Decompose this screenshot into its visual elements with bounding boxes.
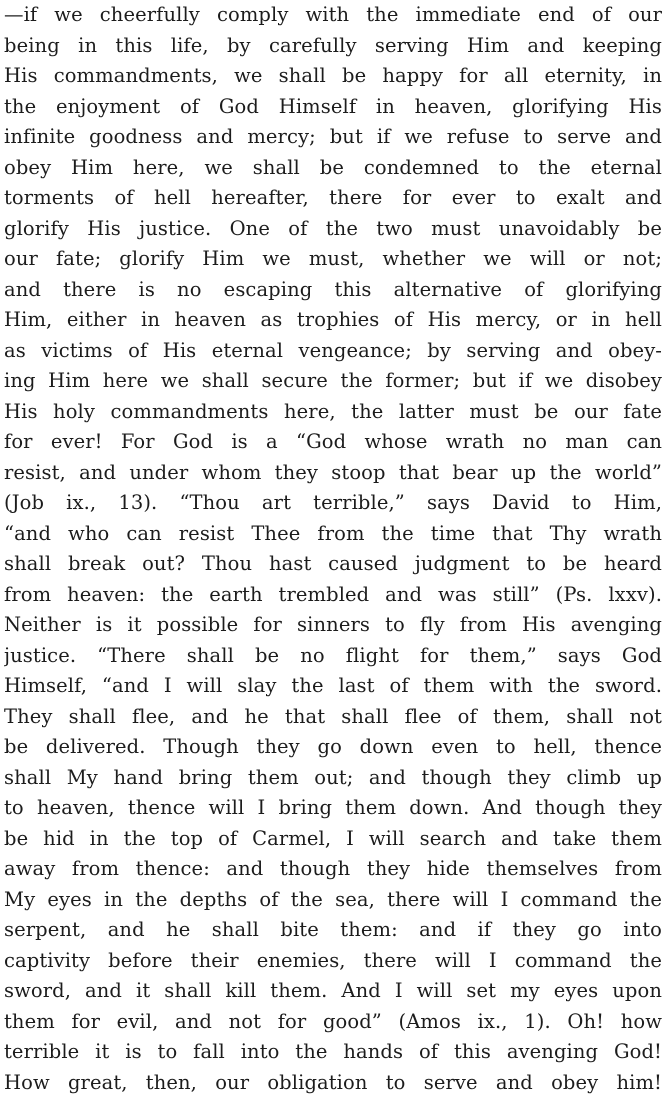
text-line: Himself, “and I will slay the last of them with the sword. [4,671,662,702]
text-line: sword, and it shall kill them. And I will set my eyes upon [4,976,662,1007]
text-line: terrible it is to fall into the hands of this avenging God! [4,1037,662,1068]
text-line: shall break out? Thou hast caused judgment to be heard [4,549,662,580]
text-line: captivity before their enemies, there will I command the [4,946,662,977]
text-line: for ever! For God is a “God whose wrath no man can [4,427,662,458]
text-line: away from thence: and though they hide themselves from [4,854,662,885]
text-line: as victims of His eternal vengeance; by serving and obey- [4,336,662,367]
text-line: be hid in the top of Carmel, I will search and take them [4,824,662,855]
text-line: They shall flee, and he that shall flee of them, shall not [4,702,662,733]
text-line: Neither is it possible for sinners to fly from His avenging [4,610,662,641]
text-line: resist, and under whom they stoop that bear up the world” [4,458,662,489]
text-line: torments of hell hereafter, there for ever to exalt and [4,183,662,214]
text-line: justice. “There shall be no flight for them,” says God [4,641,662,672]
text-line: be delivered. Though they go down even to hell, thence [4,732,662,763]
text-line: (Job ix., 13). “Thou art terrible,” says David to Him, [4,488,662,519]
text-line: them for evil, and not for good” (Amos ix., 1). Oh! how [4,1007,662,1038]
text-line: His holy commandments here, the latter must be our fate [4,397,662,428]
text-line: My eyes in the depths of the sea, there will I command the [4,885,662,916]
text-line: and there is no escaping this alternative of glorifying [4,275,662,306]
text-line: obey Him here, we shall be condemned to the eternal [4,153,662,184]
text-line: glorify His justice. One of the two must unavoidably be [4,214,662,245]
text-line: to heaven, thence will I bring them down. And though they [4,793,662,824]
text-line: His commandments, we shall be happy for all eternity, in [4,61,662,92]
text-line: from heaven: the earth trembled and was still” (Ps. lxxv). [4,580,662,611]
text-line: being in this life, by carefully serving Him and keeping [4,31,662,62]
text-line: infinite goodness and mercy; but if we refuse to serve and [4,122,662,153]
text-line: shall My hand bring them out; and though they climb up [4,763,662,794]
text-line: ing Him here we shall secure the former; but if we disobey [4,366,662,397]
text-line: serpent, and he shall bite them: and if they go into [4,915,662,946]
text-line: How great, then, our obligation to serve and obey him! [4,1068,662,1098]
text-line: the enjoyment of God Himself in heaven, glorifying His [4,92,662,123]
body-text [4,0,662,1098]
text-line: Him, either in heaven as trophies of His mercy, or in hell [4,305,662,336]
text-line: our fate; glorify Him we must, whether we will or not; [4,244,662,275]
text-line: —if we cheerfully comply with the immediate end of our [4,0,662,31]
text-line: “and who can resist Thee from the time that Thy wrath [4,519,662,550]
